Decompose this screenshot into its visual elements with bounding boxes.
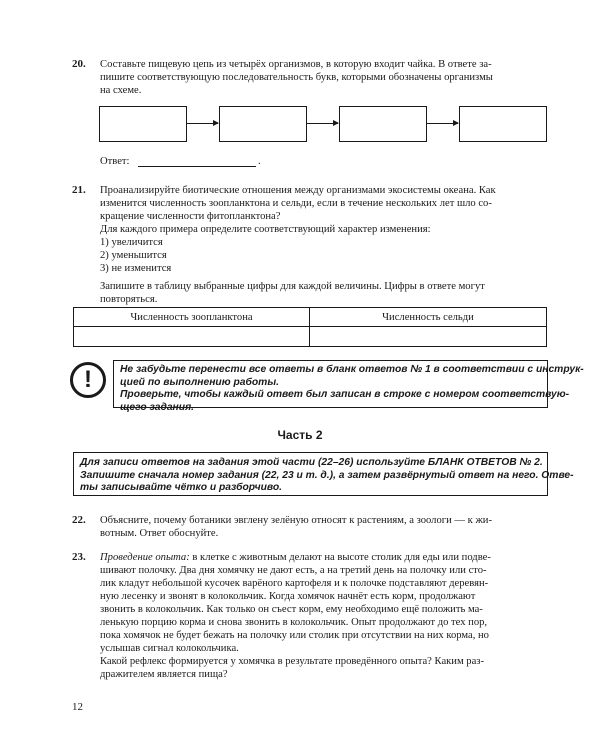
question-23-text bbox=[100, 551, 550, 681]
notice-line: Запишите сначала номер задания (22, 23 и т. д.), а затем развёрнутый ответ на него. Отве- bbox=[80, 469, 574, 481]
notice-line: Для записи ответов на задания этой части (22–26) используйте БЛАНК ОТВЕТОВ № 2. bbox=[80, 457, 543, 468]
text-line: пока хомячок не будет бежать на полочку или столик при отсутствии на них корма, но bbox=[100, 630, 489, 641]
question-20-text bbox=[100, 58, 550, 97]
notice-line: Не забудьте перенести все ответы в бланк ответов № 1 в соответствии с инструк- bbox=[120, 364, 584, 375]
notice-line: ты записывайте чётко и разборчиво. bbox=[80, 482, 282, 494]
text-line: Запишите в таблицу выбранные цифры для каждой величины. Цифры в ответе могут bbox=[100, 281, 485, 292]
question-21-instruction bbox=[100, 280, 550, 306]
text-line: Составьте пищевую цепь из четырёх организмов, в которую входит чайка. В ответе за- bbox=[100, 59, 492, 70]
text-line: повторяться. bbox=[100, 294, 158, 305]
text-line: изменится численность зоопланктона и сельди, если в течение нескольких лет шло со- bbox=[100, 198, 492, 209]
option-3: 3) не изменится bbox=[100, 263, 172, 274]
text-line: ную лесенку и звонят в колокольчик. Когда хомячок начнёт есть корм, продолжают bbox=[100, 591, 476, 602]
chain-box-3 bbox=[339, 106, 427, 142]
notice-line: цией по выполнению работы. bbox=[120, 376, 279, 388]
arrow-right-icon bbox=[426, 123, 458, 124]
page-number: 12 bbox=[72, 701, 83, 713]
text-line: Какой рефлекс формируется у хомячка в результате проведённого опыта? Каким раз- bbox=[100, 656, 485, 667]
answer-line-end: . bbox=[258, 156, 261, 167]
answer-table bbox=[73, 307, 547, 347]
text-line: Для каждого примера определите соответствующий характер изменения: bbox=[100, 224, 431, 235]
table-cell-zooplankton[interactable] bbox=[74, 327, 310, 346]
text-line: вотным. Ответ обоснуйте. bbox=[100, 528, 219, 539]
text-line bbox=[100, 551, 550, 564]
arrow-right-icon bbox=[306, 123, 338, 124]
question-20-number: 20. bbox=[72, 58, 86, 70]
part-2-title: Часть 2 bbox=[277, 428, 323, 442]
question-23-number: 23. bbox=[72, 551, 86, 563]
answer-line[interactable] bbox=[138, 166, 256, 167]
chain-box-1 bbox=[99, 106, 187, 142]
text-line: пишите соответствующую последовательность букв, которыми обозначены организмы bbox=[100, 72, 493, 83]
experiment-lead: Проведение опыта: bbox=[100, 552, 190, 563]
option-1: 1) увеличится bbox=[100, 237, 163, 248]
notice-transfer-answers bbox=[113, 360, 584, 413]
chain-box-2 bbox=[219, 106, 307, 142]
question-21-text bbox=[100, 184, 550, 275]
text-line: кращение численности фитопланктона? bbox=[100, 211, 281, 222]
text-line: на схеме. bbox=[100, 85, 142, 96]
question-22-number: 22. bbox=[72, 514, 86, 526]
exclamation-icon: ! bbox=[70, 362, 106, 398]
experiment-lead-rest: в клетке с животным делают на высоте столик для еды или подве- bbox=[189, 552, 491, 563]
notice-line: Проверьте, чтобы каждый ответ был записан в строке с номером соответствую- bbox=[120, 389, 570, 401]
text-line: лик кладут небольшой кусочек варёного картофеля и к полочке подставляют деревян- bbox=[100, 578, 489, 589]
chain-box-4 bbox=[459, 106, 547, 142]
option-2: 2) уменьшится bbox=[100, 250, 167, 261]
text-line: звонить в колокольчик. Как только он съест корм, ему необходимо ещё положить ма- bbox=[100, 604, 483, 615]
answer-label: Ответ: bbox=[100, 156, 130, 167]
text-line: Объясните, почему ботаники эвглену зелёную относят к растениям, а зоологи — к жи- bbox=[100, 515, 492, 526]
table-header-herring: Численность сельди bbox=[310, 308, 546, 327]
table-cell-herring[interactable] bbox=[310, 327, 546, 346]
text-line: шивают полочку. Два дня хомячку не дают есть, а на третий день на полочку или сто- bbox=[100, 565, 487, 576]
question-22-text bbox=[100, 514, 550, 540]
text-line: Проанализируйте биотические отношения между организмами экосистемы океана. Как bbox=[100, 185, 496, 196]
table-header-zooplankton: Численность зоопланктона bbox=[74, 308, 310, 327]
text-line: услышав сигнал колокольчика. bbox=[100, 643, 239, 654]
part-2-instructions bbox=[73, 452, 574, 496]
arrow-right-icon bbox=[186, 123, 218, 124]
text-line: дражителем является пища? bbox=[100, 669, 228, 680]
text-line: ленькую порцию корма и снова звонить в колокольчик. Опыт продолжают до тех пор, bbox=[100, 617, 488, 628]
notice-line: щего задания. bbox=[120, 401, 194, 413]
question-21-number: 21. bbox=[72, 184, 86, 196]
